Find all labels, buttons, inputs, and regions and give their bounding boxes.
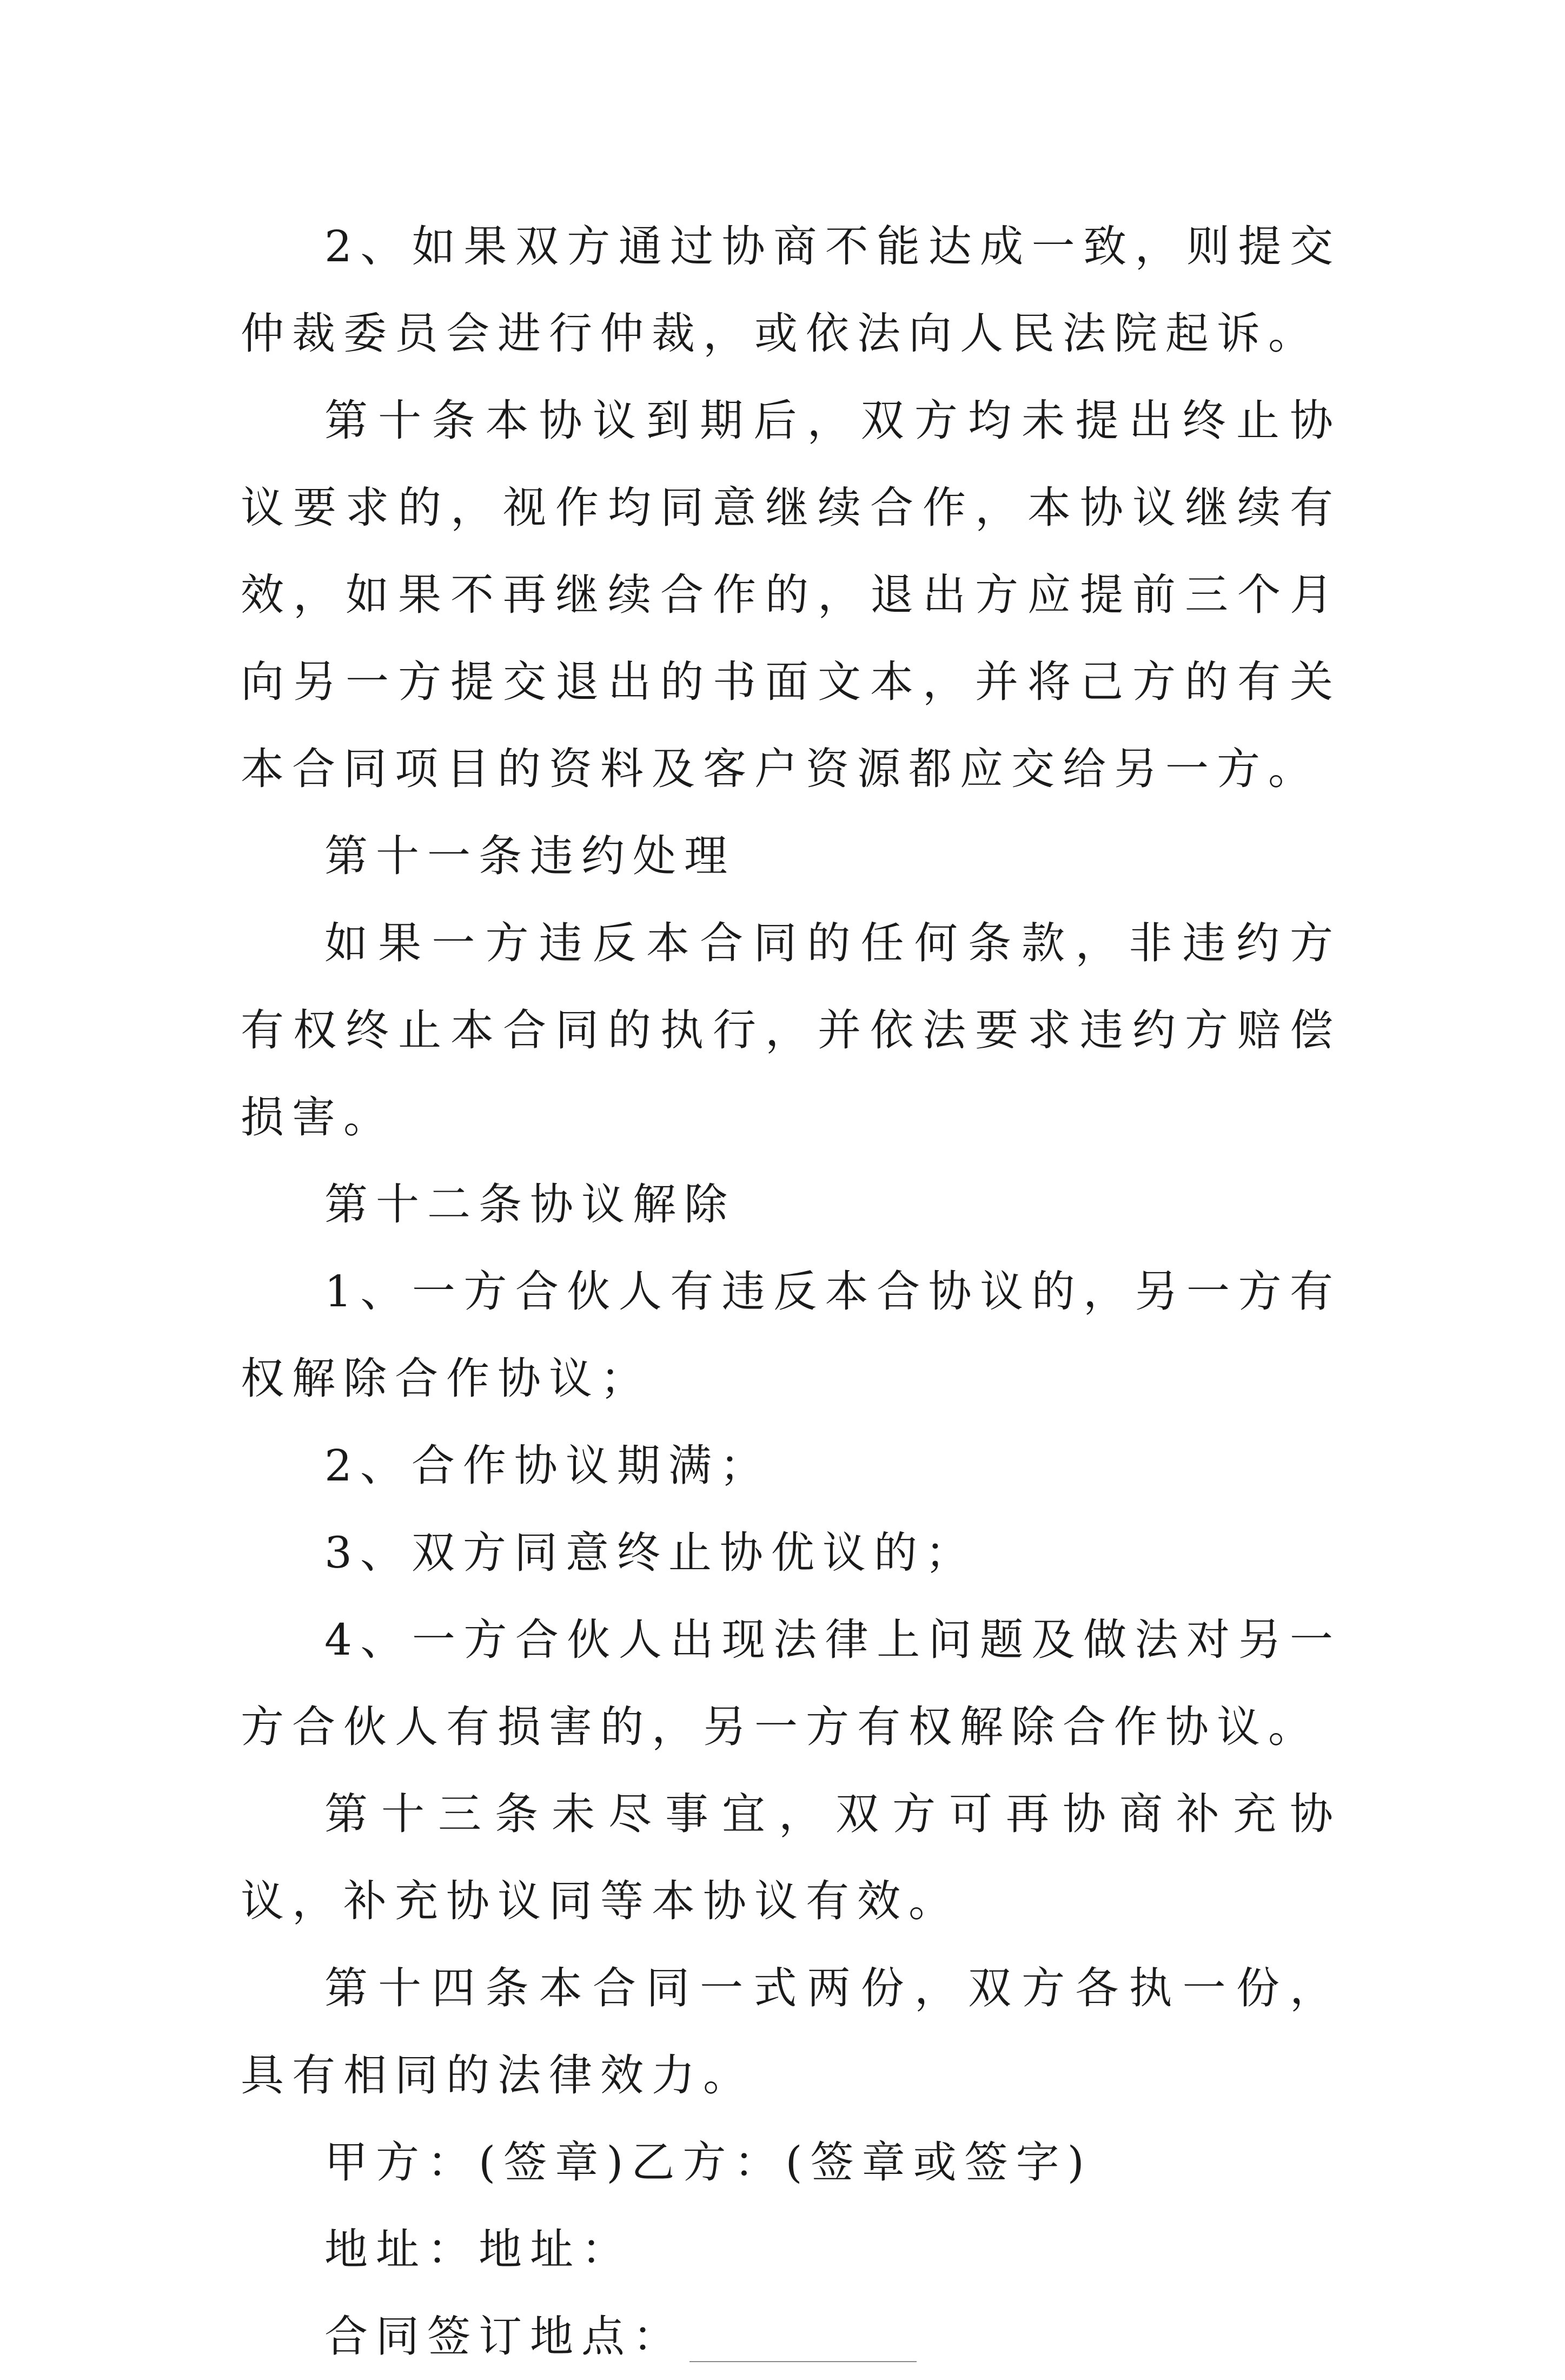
- heading-article-12: 第十二条协议解除: [324, 1179, 735, 1229]
- list-item-termination-2: 2、合作协议期满；: [324, 1440, 771, 1491]
- list-item-termination-4: 4、一方合伙人出现法律上问题及做法对另一方合伙人有损害的，另一方有权解除合作协议。: [241, 1615, 1341, 1752]
- address-line: 地址：地址：: [324, 2224, 633, 2275]
- signature-line: 甲方：(签章)乙方：(签章或签字): [324, 2137, 1092, 2187]
- paragraph-arbitration: 2、如果双方通过协商不能达成一致，则提交仲裁委员会进行仲裁，或依法向人民法院起诉。: [241, 221, 1341, 359]
- signing-place-line: [241, 2293, 1341, 2380]
- signing-place-blank: [689, 2361, 917, 2362]
- paragraph-article-14: 第十四条本合同一式两份，双方各执一份，具有相同的法律效力。: [241, 1963, 1341, 2100]
- list-item-termination-1: 1、一方合伙人有违反本合协议的，另一方有权解除合作协议；: [241, 1266, 1341, 1404]
- heading-article-11: 第十一条违约处理: [324, 831, 735, 881]
- signing-place-label: 合同签订地点：: [324, 2311, 684, 2362]
- document-body: [241, 203, 1341, 2380]
- paragraph-article-13: 第十三条未尽事宜，双方可再协商补充协议，补充协议同等本协议有效。: [241, 1789, 1341, 1926]
- paragraph-breach: 如果一方违反本合同的任何条款，非违约方有权终止本合同的执行，并依法要求违约方赔偿损害。: [241, 918, 1341, 1142]
- paragraph-article-10: 第十条本协议到期后，双方均未提出终止协议要求的，视作均同意继续合作，本协议继续有效，如果不再继续合作的，退出方应提前三个月向另一方提交退出的书面文本，并将己方的有关本合同项目的资料及客户资源都应交给另一方。: [241, 395, 1341, 794]
- list-item-termination-3: 3、双方同意终止协优议的；: [324, 1528, 977, 1578]
